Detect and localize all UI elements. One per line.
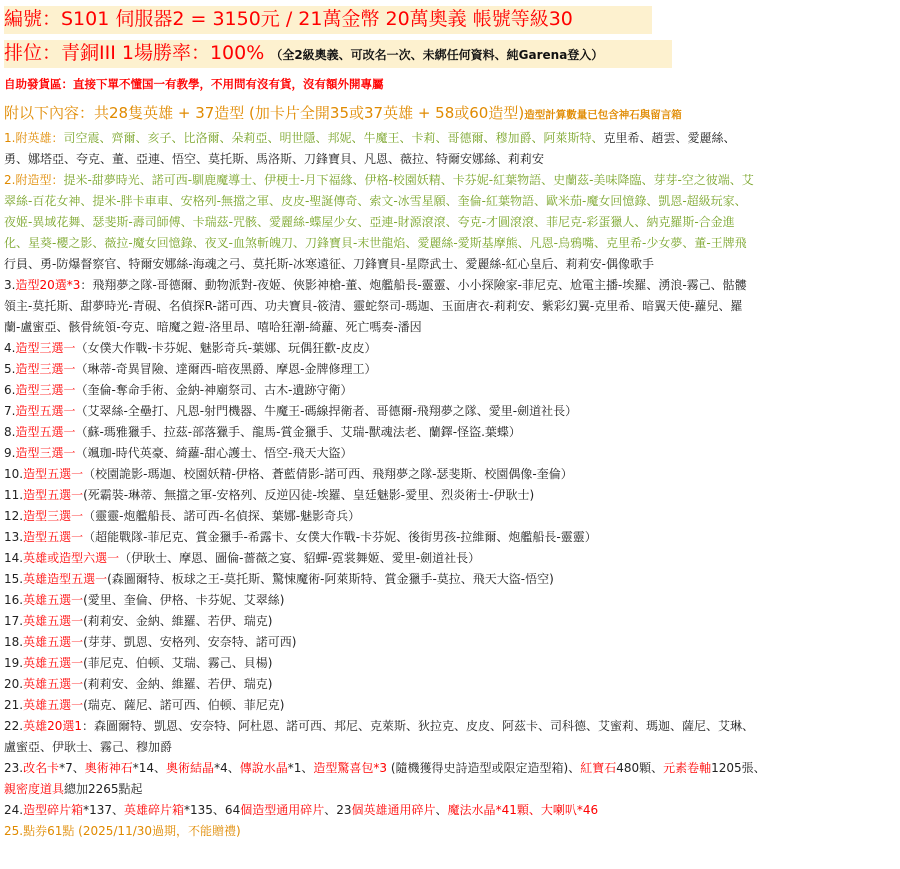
option-text: 盧蜜亞、伊耿士、霧己、穆加爵 [4,740,173,754]
option-label: 英雄五選一 [23,614,84,628]
option-number: 17. [4,614,24,628]
option-label: 造型三選一 [15,446,76,460]
heroes-names: 克里希、趙雲、愛麗絲、 [603,131,736,145]
line-23-cont [4,779,896,800]
contents-summary [4,102,682,123]
skin-universal-fragment: 個造型通用碎片 [240,803,325,817]
option-row [4,611,896,632]
option-text: (愛里、奎倫、伊格、卡芬妮、艾翠絲) [83,593,285,607]
option-text: (莉莉安、金納、維羅、若伊、瑞克) [83,614,273,628]
option-text: （伊耿士、摩恩、圖倫-薔薇之宴、貂蟬-霓裳舞姬、愛里-劍道社長） [119,551,481,565]
item-list [4,128,896,842]
option-text: (芽芽、凱恩、安格列、安奈特、諾可西) [83,635,297,649]
arcane-crystal-qty: *4、 [214,761,240,775]
option-number: 4. [4,341,16,355]
skins-line-3: 夜姬-異域花舞、瑟斐斯-壽司師傅、卡瑞茲-咒骸、愛麗絲-蝶屋少女、亞連-財源滾滾、夸克-才圓滾滾、菲尼克-彩蛋獵人、納克羅斯-合金進 [4,215,735,229]
element-scroll-qty: 1205張、 [711,761,766,775]
option-row [4,422,896,443]
option-number: 3. [4,278,16,292]
option-text: ：森圖爾特、凱恩、安奈特、阿杜恩、諾可西、邦尼、克萊斯、狄拉克、皮皮、阿茲卡、司科德、艾蜜莉、瑪迦、薩尼、艾琳、 [82,719,755,733]
listing-title: 編號：S101 伺服器2 = 3150元 / 21萬金幣 20萬奧義 帳號等級30 [4,8,573,30]
option-label: 造型五選一 [23,530,84,544]
option-row [4,632,896,653]
element-scroll: 元素卷軸 [663,761,712,775]
option-row [4,716,896,737]
option-row [4,569,896,590]
contents-summary-note: 造型計算數量已包含神石與留言箱 [524,109,682,121]
option-number: 21. [4,698,24,712]
option-row [4,506,896,527]
option-row [4,590,896,611]
option-label: 英雄造型五選一 [23,572,108,586]
option-text: （超能戰隊-菲尼克、賞金獵手-希露卡、女僕大作戰-卡芬妮、後街男孩-拉維爾、炮艦船長-靈靈） [83,530,597,544]
option-text: 領主-莫托斯、甜夢時光-青硯、名偵探R-諾可西、功夫寶貝-筱清、靈蛇祭司-瑪迦、玉面唐衣-莉莉安、紫彩幻翼-克里希、暗翼天使-蘿兒、羅 [4,299,743,313]
option-row [4,317,896,338]
line-23-num: 23. [4,761,24,775]
option-number: 13. [4,530,24,544]
hero-fragment-box: 英雄碎片箱 [124,803,185,817]
skins-line [4,170,896,191]
option-row [4,296,896,317]
magic-crystal: 魔法水晶 [447,803,496,817]
option-number: 12. [4,509,24,523]
option-label: 英雄五選一 [23,656,84,670]
option-row [4,653,896,674]
option-row [4,443,896,464]
legend-crystal: 傳說水晶 [239,761,288,775]
option-row [4,695,896,716]
skin-fragment-box: 造型碎片箱 [23,803,84,817]
rename-card-qty: *7、 [59,761,85,775]
magic-crystal-qty: *41顆、 [495,803,541,817]
option-text: （琳蒂-奇異冒險、達爾西-暗夜黑爵、摩恩-金牌修理工） [75,362,377,376]
option-number: 15. [4,572,24,586]
option-row [4,380,896,401]
option-number: 20. [4,677,24,691]
rename-card: 改名卡 [23,761,60,775]
intimacy-total: 總加2265點起 [64,782,143,796]
option-label: 英雄五選一 [23,593,84,607]
option-number: 19. [4,656,24,670]
option-label: 英雄五選一 [23,677,84,691]
option-text: (莉莉安、金納、維羅、若伊、瑞克) [83,677,273,691]
option-label: 英雄20選1 [23,719,82,733]
option-label: 造型三選一 [15,362,76,376]
hero-universal-fragment: 個英雄通用碎片 [351,803,436,817]
option-text: （颯珈-時代英豪、綺蘿-甜心護士、悟空-飛天大盜） [75,446,353,460]
option-number: 10. [4,467,24,481]
option-text: (菲尼克、伯顿、艾瑞、霧己、貝楊) [83,656,273,670]
option-row [4,338,896,359]
skin-surprise-pack-qty: *3 [373,761,388,775]
heroes-names-highlight: 司空震、齊爾、亥子、比洛爾、朵莉亞、明世隱、邦妮、牛魔王、卡莉、哥德爾、穆加爵、阿萊斯特、 [63,131,604,145]
option-text: (瑞克、薩尼、諾可西、伯顿、菲尼克) [83,698,285,712]
surprise-pack-note: (隨機獲得史詩造型或限定造型箱)、 [387,761,581,775]
option-row [4,485,896,506]
option-number: 8. [4,425,16,439]
line-23 [4,758,896,779]
option-row [4,674,896,695]
skins-line-2: 翠絲-百花女神、提米-胖卡車車、安格列-無擋之軍、皮皮-聖誕傳奇、索文-冰雪星願、奎倫-紅葉物語、歐米茄-魔女回憶錄、凱恩-超級玩家、 [4,194,747,208]
option-rows [4,275,896,758]
option-text: (森圖爾特、板球之王-莫托斯、驚悚魔術-阿萊斯特、賞金獵手-莫拉、飛天大盜-悟空) [107,572,554,586]
arcane-stone-qty: *14、 [132,761,167,775]
option-row [4,548,896,569]
skin-fragment-box-qty: *137、 [83,803,125,817]
separator: 、 [435,803,448,817]
rank-note: （全2級奧義、可改名一次、未綁任何資料、純Garena登入） [270,48,604,62]
skin-surprise-pack: 造型驚喜包 [313,761,374,775]
option-label: 英雄五選一 [23,635,84,649]
line-25: 25.點券61點 (2025/11/30過期，不能贈禮) [4,824,241,838]
option-row [4,527,896,548]
option-row [4,359,896,380]
option-label: 造型五選一 [23,467,84,481]
option-text: ：飛翔夢之隊-哥德爾、動物派對-夜姬、俠影神槍-董、炮艦船長-靈靈、小小探險家-菲尼克、尬電主播-埃羅、湧浪-霧己、骷髏 [80,278,747,292]
option-text: （蘇-瑪雅獵手、拉茲-部落獵手、龍馬-賞金獵手、艾瑞-獸魂法老、蘭鐸-怪盜.葉蝶） [75,425,521,439]
ruby: 紅寶石 [580,761,617,775]
option-label: 造型三選一 [23,509,84,523]
option-label: 英雄五選一 [23,698,84,712]
heroes-line-2: 勇、娜塔亞、夸克、董、亞連、悟空、莫托斯、馬洛斯、刀鋒寶貝、凡恩、薇拉、特爾安娜絲、莉莉安 [4,152,545,166]
option-row [4,275,896,296]
heroes-line [4,128,896,149]
ruby-qty: 480顆、 [616,761,664,775]
arcane-stone: 奧術神石 [84,761,133,775]
option-text: （奎倫-奪命手術、金納-神廟祭司、古木-遺跡守衛） [75,383,353,397]
option-number: 14. [4,551,24,565]
option-number: 18. [4,635,24,649]
option-label: 造型五選一 [15,404,76,418]
option-label: 造型五選一 [15,425,76,439]
option-number: 9. [4,446,16,460]
loudspeaker: 大喇叭 [540,803,577,817]
heroes-label: 1.附英雄： [4,131,64,145]
contents-summary-main: 附以下內容：共28隻英雄 + 37造型 (加卡片全開35或37英雄 + 58或60造型) [4,104,525,122]
self-service-notice: 自助發貨區：直接下單不懂国一有教學，不用問有沒有貨，沒有額外開專屬 [4,77,384,91]
skins-names: 提米-甜夢時光、諾可西-馴鹿魔導士、伊梗士-月下福緣、伊格-校園妖精、卡芬妮-紅葉物語、史蘭茲-美味降臨、芽芽-空之彼端、艾 [63,173,754,187]
option-text: （靈靈-炮艦船長、諾可西-名偵探、葉娜-魅影奇兵） [83,509,361,523]
option-row [4,737,896,758]
line-24 [4,800,896,821]
option-row [4,464,896,485]
line-24-num: 24. [4,803,24,817]
rank-line [4,40,603,68]
option-number: 6. [4,383,16,397]
skins-line-5: 行員、勇-防爆督察官、特爾安娜絲-海魂之弓、莫托斯-冰寒遠征、刀鋒寶貝-星際武士、愛麗絲-紅心皇后、莉莉安-偶像歌手 [4,257,654,271]
intimacy-item: 親密度道具 [4,782,65,796]
skins-line-4: 化、星葵-櫻之影、薇拉-魔女回憶錄、夜叉-血煞斬魄刀、刀鋒寶貝-末世龍焰、愛麗絲-愛斯基摩熊、凡恩-烏鴉嘴、克里希-少女夢、董-王牌飛 [4,236,747,250]
skins-label: 2.附造型： [4,173,64,187]
option-number: 11. [4,488,24,502]
arcane-crystal: 奧術結晶 [166,761,215,775]
option-text: （女僕大作戰-卡芬妮、魅影奇兵-葉娜、玩偶狂歡-皮皮） [75,341,377,355]
option-number: 7. [4,404,16,418]
rank-text: 排位：青銅III 1場勝率：100% [4,42,265,64]
option-text: (死霸裝-琳蒂、無擋之軍-安格列、反逆囚徒-埃羅、皇廷魅影-愛里、烈炎術士-伊耿士) [83,488,535,502]
option-label: 造型三選一 [15,341,76,355]
hero-fragment-count: 、23 [324,803,352,817]
option-text: （校園詭影-瑪迦、校園妖精-伊格、蒼藍倩影-諾可西、飛翔夢之隊-瑟斐斯、校園偶像-奎倫） [83,467,573,481]
option-label: 造型20選*3 [15,278,81,292]
loudspeaker-qty: *46 [576,803,599,817]
hero-fragment-box-qty: *135、64 [184,803,241,817]
option-number: 5. [4,362,16,376]
option-label: 造型三選一 [15,383,76,397]
option-label: 造型五選一 [23,488,84,502]
option-row [4,401,896,422]
legend-crystal-qty: *1、 [287,761,314,775]
option-label: 英雄或造型六選一 [23,551,120,565]
option-number: 22. [4,719,24,733]
option-text: （艾翠絲-全壘打、凡恩-射門機器、牛魔王-碼線捍衛者、哥德爾-飛翔夢之隊、愛里-劍道社長） [75,404,578,418]
option-number: 16. [4,593,24,607]
option-text: 蘭-盧蜜亞、骸骨統領-夸克、暗魔之鎧-洛里昂、嘻哈狂潮-綺蘿、死亡嗎奏-潘因 [4,320,422,334]
